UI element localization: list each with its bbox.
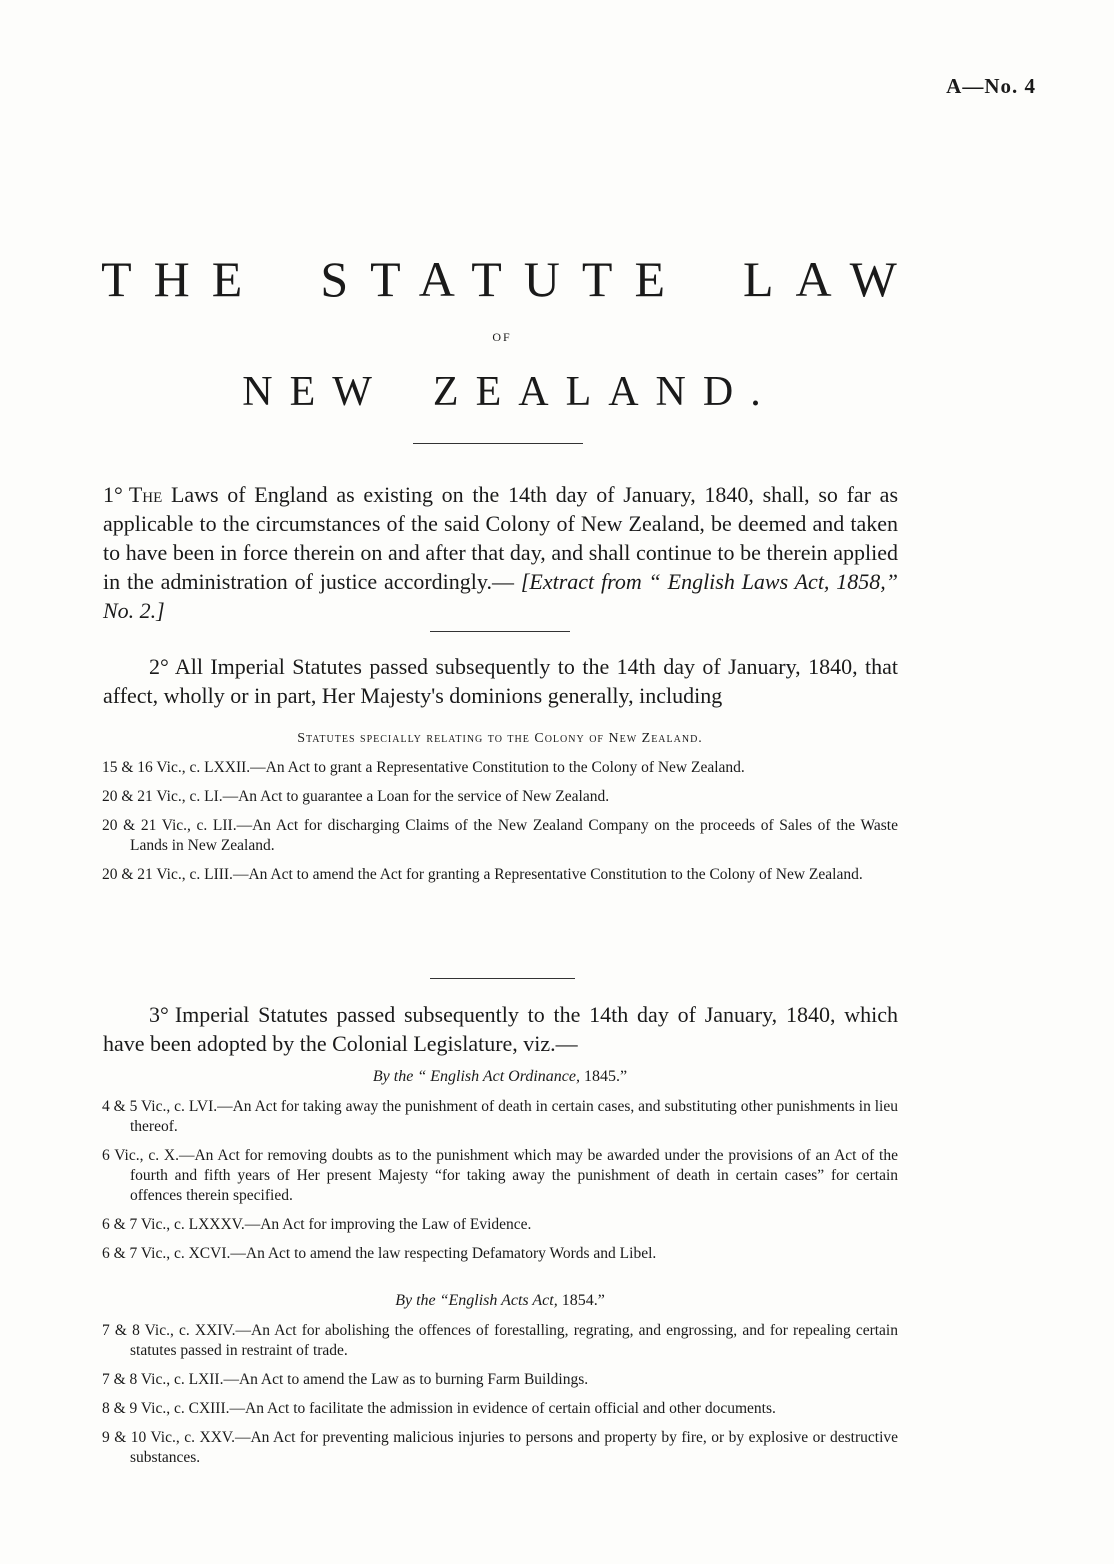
section-2-paragraph [103, 652, 898, 710]
statute-text: —An Act for preventing malicious injuries to persons and property by fire, or by explosive or destructive substances. [130, 1429, 898, 1466]
title-line-3 [10, 368, 1010, 416]
ordinance-heading [0, 1068, 1000, 1086]
statute-text: —An Act to grant a Representative Constitution to the Colony of New Zealand. [250, 759, 745, 776]
section-lead-word: The [128, 482, 163, 507]
statute-ref: 20 & 21 Vic., c. LII. [102, 817, 237, 834]
statute-ref: 8 & 9 Vic., c. CXIII. [102, 1400, 230, 1417]
statute-ref: 6 & 7 Vic., c. XCVI. [102, 1245, 231, 1262]
statute-text: —An Act for improving the Law of Evidence. [244, 1216, 532, 1233]
statute-ref: 6 Vic., c. X. [102, 1147, 179, 1164]
statute-entry [102, 1215, 898, 1235]
divider [413, 443, 583, 444]
divider [430, 978, 575, 979]
section-citation: [Extract from “ English Laws Act, 1858,” No. 2.] [103, 569, 899, 623]
section-number: 2° [149, 654, 169, 679]
statute-entry [102, 1399, 898, 1419]
statute-entry [102, 1244, 898, 1264]
statute-text: —An Act for taking away the punishment of death in certain cases, and substituting other punishments in lieu thereof. [130, 1098, 898, 1135]
ordinance-heading [0, 1292, 1000, 1310]
statute-entry [102, 1428, 898, 1468]
statute-text: —An Act to amend the law respecting Defamatory Words and Libel. [230, 1245, 657, 1262]
statute-ref: 6 & 7 Vic., c. LXXXV. [102, 1216, 245, 1233]
statute-ref: 20 & 21 Vic., c. LI. [102, 788, 223, 805]
title-word: NEW [242, 369, 389, 415]
statute-ref: 15 & 16 Vic., c. LXXII. [102, 759, 251, 776]
section-heading: Statutes specially relating to the Colony of New Zealand. [297, 731, 703, 746]
statute-ref: 7 & 8 Vic., c. XXIV. [102, 1322, 236, 1339]
section-body: Imperial Statutes passed subsequently to the 14th day of January, 1840, which have been adopted by the Colonial Legislature, viz.— [103, 1002, 898, 1056]
statute-text: —An Act for abolishing the offences of forestalling, regrating, and engrossing, and for repealing certain statutes passed in restraint of trade. [130, 1322, 898, 1359]
statute-text: —An Act for removing doubts as to the punishment which may be awarded under the provisions of an Act of the fourth and fifth years of Her present Majesty “for taking away the punishment of death in certain cases” for certain offences therein specified. [130, 1147, 898, 1204]
statute-entry [102, 787, 898, 807]
section-body: All Imperial Statutes passed subsequently to the 14th day of January, 1840, that affect, wholly or in part, Her Majesty's dominions generally, including [103, 654, 898, 708]
statute-list [102, 758, 898, 894]
statute-text: —An Act to amend the Law as to burning Farm Buildings. [223, 1371, 589, 1388]
statute-entry [102, 1370, 898, 1390]
section-1-paragraph [103, 480, 898, 625]
statute-list [102, 1097, 898, 1273]
statute-entry [102, 816, 898, 856]
title-line-2: OF [492, 330, 512, 344]
statute-ref: 7 & 8 Vic., c. LXII. [102, 1371, 224, 1388]
statute-ref: 4 & 5 Vic., c. LVI. [102, 1098, 218, 1115]
statute-entry [102, 865, 898, 885]
statute-entry [102, 1146, 898, 1206]
section-number: 3° [149, 1002, 169, 1027]
statute-text: —An Act to amend the Act for granting a Representative Constitution to the Colony of New Zealand. [232, 866, 863, 883]
title-word: STATUTE [320, 251, 687, 307]
section-number: 1° [103, 482, 123, 507]
statute-ref: 9 & 10 Vic., c. XXV. [102, 1429, 235, 1446]
statute-entry [102, 758, 898, 778]
statute-entry [102, 1321, 898, 1361]
byline-name: “English Acts Act, [439, 1292, 558, 1309]
statute-list [102, 1321, 898, 1477]
byline-name: “ English Act Ordinance, [417, 1068, 580, 1085]
byline-by: By the [395, 1292, 436, 1309]
title-word: LAW [743, 251, 919, 307]
statute-text: —An Act to guarantee a Loan for the service of New Zealand. [222, 788, 610, 805]
title-word: THE [101, 251, 265, 307]
divider [430, 631, 570, 632]
document-reference: A—No. 4 [946, 74, 1036, 98]
title-word: ZEALAND. [432, 369, 778, 415]
byline-by: By the [372, 1068, 414, 1085]
byline-year: 1854.” [561, 1292, 605, 1309]
statute-ref: 20 & 21 Vic., c. LIII. [102, 866, 233, 883]
statute-text: —An Act for discharging Claims of the New Zealand Company on the proceeds of Sales of the Waste Lands in New Zealand. [130, 817, 898, 854]
section-body: Laws of England as existing on the 14th day of January, 1840, shall, so far as applicable to the circumstances of the said Colony of New Zealand, be deemed and taken to have been in force therein on and after that day, and shall continue to be therein applied in the administration of justice accordingly.— [103, 482, 899, 594]
title-line-1 [10, 250, 1010, 308]
byline-year: 1845.” [583, 1068, 628, 1085]
section-3-paragraph [103, 1000, 898, 1058]
statute-entry [102, 1097, 898, 1137]
statute-text: —An Act to facilitate the admission in evidence of certain official and other documents. [229, 1400, 776, 1417]
